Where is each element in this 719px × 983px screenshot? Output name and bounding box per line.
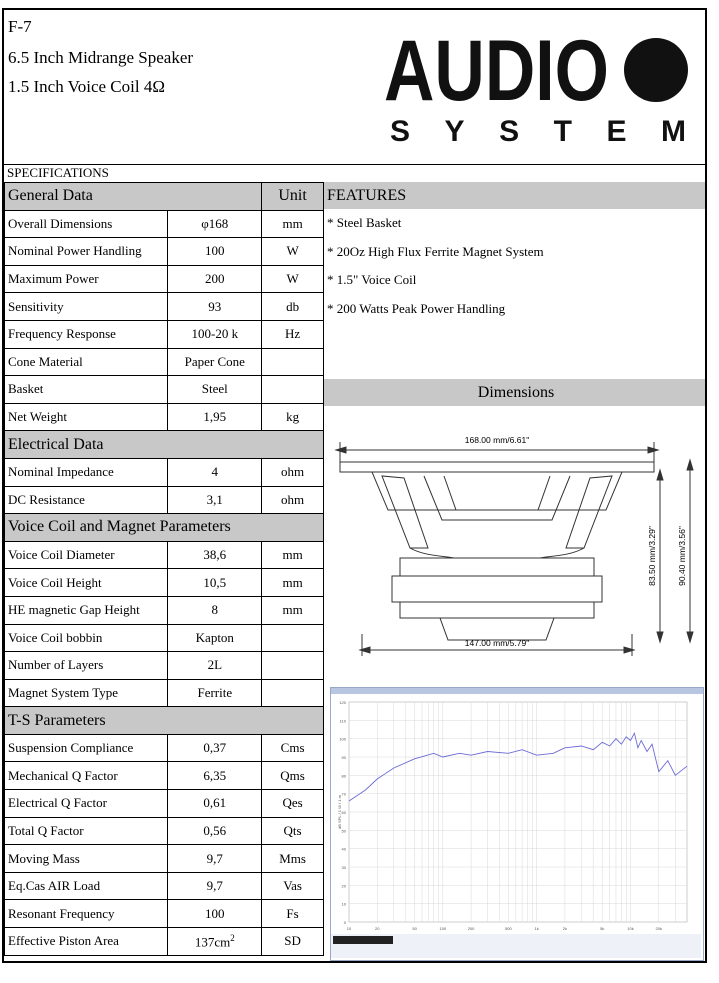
- row-label: Eq.Cas AIR Load: [5, 872, 168, 900]
- table-row: [5, 652, 324, 680]
- row-label: Nominal Impedance: [5, 458, 168, 486]
- section-title: Voice Coil and Magnet Parameters: [5, 514, 324, 542]
- feature-item: * 20Oz High Flux Ferrite Magnet System: [327, 243, 544, 259]
- section-header-ts: [5, 707, 324, 735]
- table-row: [5, 624, 324, 652]
- row-value: [168, 320, 262, 348]
- model-number: F-7: [8, 17, 32, 36]
- table-row: [5, 403, 324, 431]
- row-value-text: 0,37: [203, 740, 227, 756]
- row-unit: mm: [262, 210, 324, 238]
- row-label: Voice Coil Height: [5, 569, 168, 597]
- header: [4, 10, 705, 165]
- y-tick-label: 100: [339, 736, 346, 742]
- row-unit: [262, 624, 324, 652]
- y-tick-label: 90: [341, 755, 346, 760]
- row-value: [168, 928, 262, 956]
- row-unit: Mms: [262, 845, 324, 873]
- row-label: Cone Material: [5, 348, 168, 376]
- table-row: [5, 320, 324, 348]
- row-value: [168, 265, 262, 293]
- section-header-voicecoil: [5, 514, 324, 542]
- row-label: Effective Piston Area: [5, 928, 168, 956]
- row-value-text: Steel: [201, 381, 228, 397]
- row-label: Electrical Q Factor: [5, 790, 168, 818]
- row-value: [168, 293, 262, 321]
- spec-table: [4, 182, 324, 956]
- table-row: [5, 569, 324, 597]
- row-unit: kg: [262, 403, 324, 431]
- dimension-drawing: [324, 406, 705, 676]
- table-row: [5, 679, 324, 707]
- row-unit: mm: [262, 596, 324, 624]
- row-unit: Vas: [262, 872, 324, 900]
- specifications-label: SPECIFICATIONS: [7, 165, 109, 180]
- row-value-text: 100: [205, 243, 225, 259]
- section-header-general: [5, 183, 324, 211]
- y-tick-label: 80: [341, 773, 346, 779]
- row-value-text: 100-20 k: [191, 326, 239, 342]
- row-unit: [262, 376, 324, 404]
- row-unit: Qts: [262, 817, 324, 845]
- row-unit: Fs: [262, 900, 324, 928]
- audio-system-logo: [384, 28, 694, 148]
- row-value-text: 0,61: [203, 795, 227, 811]
- row-value-text: 0,56: [203, 822, 227, 838]
- row-value: [168, 900, 262, 928]
- row-value-text: Paper Cone: [184, 353, 245, 369]
- row-value: [168, 790, 262, 818]
- row-value: [168, 403, 262, 431]
- row-unit: Qms: [262, 762, 324, 790]
- row-value: [168, 569, 262, 597]
- y-tick-label: 30: [341, 865, 346, 870]
- row-unit: db: [262, 293, 324, 321]
- row-value: [168, 817, 262, 845]
- row-label: Sensitivity: [5, 293, 168, 321]
- row-label: Moving Mass: [5, 845, 168, 873]
- row-label: Total Q Factor: [5, 817, 168, 845]
- row-unit: W: [262, 265, 324, 293]
- x-tick-label: 20: [375, 926, 380, 931]
- row-value-text: 1,95: [203, 409, 227, 425]
- row-value: [168, 486, 262, 514]
- product-title: 6.5 Inch Midrange Speaker: [8, 48, 194, 67]
- features-panel: [324, 182, 705, 931]
- unit-header: Unit: [262, 183, 324, 211]
- row-label: DC Resistance: [5, 486, 168, 514]
- row-value: [168, 679, 262, 707]
- table-row: [5, 210, 324, 238]
- row-unit: mm: [262, 541, 324, 569]
- row-value: [168, 734, 262, 762]
- product-subtitle: 1.5 Inch Voice Coil 4Ω: [8, 77, 165, 96]
- row-value-text: 3,1: [206, 491, 223, 507]
- section-header-electrical: [5, 431, 324, 459]
- features-list: [324, 209, 705, 323]
- y-tick-label: 60: [341, 810, 346, 815]
- row-value: [168, 210, 262, 238]
- dimensions-title: Dimensions: [324, 379, 705, 406]
- row-label: Basket: [5, 376, 168, 404]
- y-tick-label: 10: [341, 901, 346, 907]
- height1-label: 83.50 mm/3.29": [647, 526, 657, 587]
- x-tick-label: 1k: [534, 926, 539, 931]
- row-label: Suspension Compliance: [5, 734, 168, 762]
- row-value-text: 10,5: [203, 574, 227, 590]
- row-value: [168, 238, 262, 266]
- section-title: General Data: [5, 183, 262, 211]
- table-row: [5, 486, 324, 514]
- table-row: [5, 596, 324, 624]
- y-tick-label: 110: [339, 718, 346, 724]
- table-row: [5, 872, 324, 900]
- feature-item: * 200 Watts Peak Power Handling: [327, 300, 506, 316]
- row-label: Mechanical Q Factor: [5, 762, 168, 790]
- table-row: [5, 734, 324, 762]
- table-row: [5, 238, 324, 266]
- row-value: [168, 541, 262, 569]
- feature-item: * Steel Basket: [327, 215, 402, 230]
- row-label: Voice Coil bobbin: [5, 624, 168, 652]
- table-row: [5, 790, 324, 818]
- table-row: [5, 293, 324, 321]
- row-unit: [262, 652, 324, 680]
- row-label: Magnet System Type: [5, 679, 168, 707]
- row-value: [168, 762, 262, 790]
- x-tick-label: 200: [467, 926, 475, 931]
- row-label: Resonant Frequency: [5, 900, 168, 928]
- x-tick-label: 100: [439, 926, 447, 931]
- x-tick-label: 500: [505, 926, 512, 931]
- x-tick-label: 50: [412, 926, 417, 931]
- x-tick-label: 10: [346, 926, 352, 931]
- row-value: [168, 596, 262, 624]
- features-title: FEATURES: [324, 182, 705, 209]
- row-value-sup: 2: [230, 932, 235, 943]
- row-unit: Cms: [262, 734, 324, 762]
- svg-text:AUDIO: AUDIO: [384, 28, 609, 119]
- status-block: [333, 936, 393, 944]
- row-value-text: φ168: [201, 215, 229, 231]
- row-value-text: 8: [211, 602, 219, 618]
- table-row: [5, 845, 324, 873]
- overall-dimension-label: 168.00 mm/6.61": [464, 435, 530, 446]
- row-unit: Qes: [262, 790, 324, 818]
- row-unit: mm: [262, 569, 324, 597]
- row-value: [168, 376, 262, 404]
- row-label: Frequency Response: [5, 320, 168, 348]
- x-tick-label: 20k: [655, 926, 662, 931]
- row-value-text: 6,35: [203, 767, 227, 783]
- table-row: [5, 458, 324, 486]
- row-value: [168, 872, 262, 900]
- spec-sheet: [2, 8, 707, 963]
- frequency-response-plot: [331, 694, 701, 958]
- y-tick-label: 120: [339, 700, 346, 705]
- row-label: HE magnetic Gap Height: [5, 596, 168, 624]
- table-row: [5, 817, 324, 845]
- height2-label: 90.40 mm/3.56": [677, 526, 687, 587]
- row-unit: W: [262, 238, 324, 266]
- section-title: Electrical Data: [5, 431, 324, 459]
- y-axis-label: dB SPL / 1 W / 1 m: [337, 795, 342, 829]
- row-value: [168, 624, 262, 652]
- row-unit: SD: [262, 928, 324, 956]
- row-unit: Hz: [262, 320, 324, 348]
- section-title: T-S Parameters: [5, 707, 324, 735]
- table-row: [5, 541, 324, 569]
- row-value-text: 93: [208, 298, 222, 314]
- row-label: Voice Coil Diameter: [5, 541, 168, 569]
- row-label: Overall Dimensions: [5, 210, 168, 238]
- row-unit: ohm: [262, 458, 324, 486]
- bottom-dimension-label: 147.00 mm/5.79": [464, 638, 530, 649]
- feature-item: * 1.5" Voice Coil: [327, 272, 417, 288]
- y-tick-label: 20: [341, 883, 346, 889]
- row-value: [168, 348, 262, 376]
- row-value-text: 9,7: [206, 878, 223, 894]
- svg-text:SYSTEM: SYSTEM: [390, 115, 686, 148]
- row-value-text: Kapton: [195, 629, 234, 645]
- row-value-text: Ferrite: [197, 684, 233, 700]
- x-tick-label: 10k: [627, 926, 634, 931]
- table-row: [5, 376, 324, 404]
- row-label: Net Weight: [5, 403, 168, 431]
- table-row: [5, 762, 324, 790]
- frequency-response-chart: [330, 687, 704, 961]
- row-value: [168, 845, 262, 873]
- row-value-text: 2L: [207, 657, 223, 673]
- row-value-text: 100: [205, 905, 225, 921]
- table-row: [5, 928, 324, 956]
- y-tick-label: 70: [341, 791, 346, 797]
- row-value-text: 137cm: [194, 933, 231, 949]
- x-tick-label: 2k: [562, 926, 568, 931]
- table-row: [5, 348, 324, 376]
- table-row: [5, 265, 324, 293]
- row-unit: [262, 348, 324, 376]
- y-tick-label: 50: [341, 828, 346, 834]
- y-tick-label: 0: [343, 920, 346, 925]
- row-label: Nominal Power Handling: [5, 238, 168, 266]
- row-value: [168, 458, 262, 486]
- row-unit: ohm: [262, 486, 324, 514]
- row-value-text: 38,6: [203, 547, 227, 563]
- row-unit: [262, 679, 324, 707]
- row-value: [168, 652, 262, 680]
- row-label: Maximum Power: [5, 265, 168, 293]
- row-value-text: 4: [211, 464, 219, 480]
- table-row: [5, 900, 324, 928]
- x-tick-label: 5k: [600, 926, 605, 931]
- row-value-text: 200: [205, 271, 225, 287]
- row-label: Number of Layers: [5, 652, 168, 680]
- row-value-text: 9,7: [206, 850, 223, 866]
- y-tick-label: 40: [341, 846, 346, 852]
